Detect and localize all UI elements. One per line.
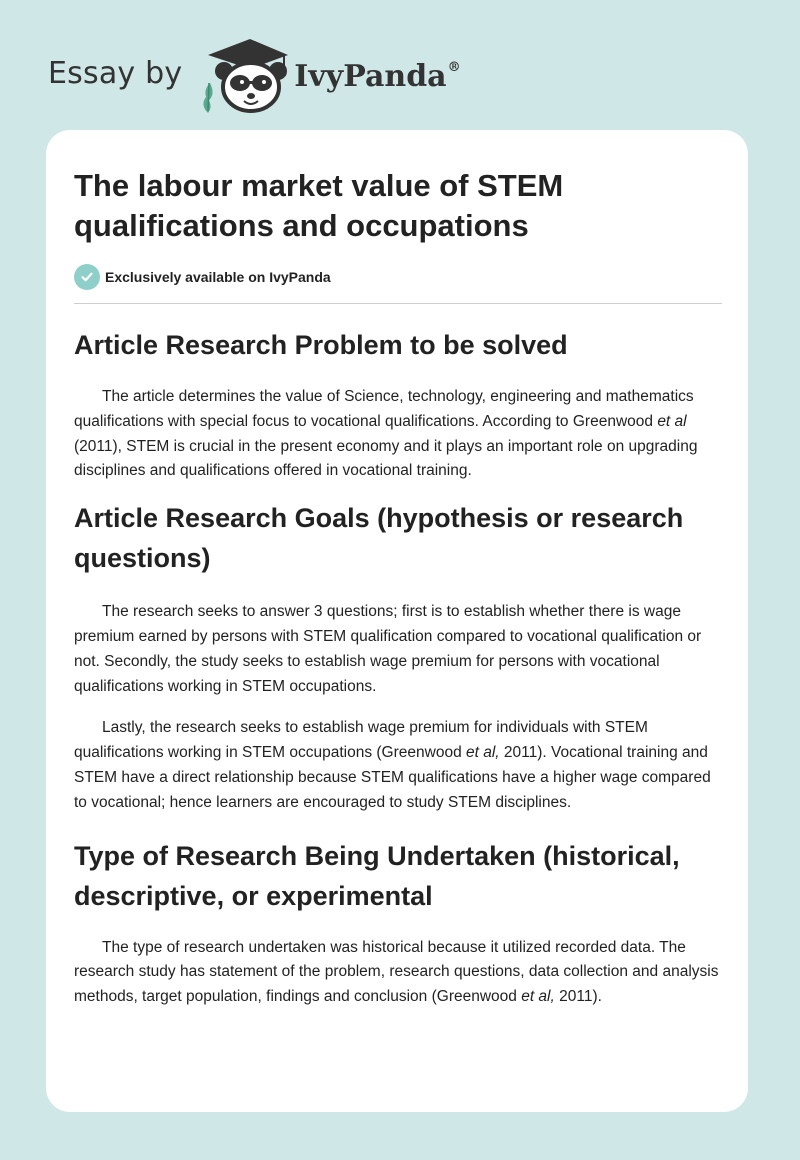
page-title: The labour market value of STEM qualifications and occupations	[74, 168, 564, 243]
paragraph: The research seeks to answer 3 questions; first is to establish whether there is wage premium earned by persons with STEM qualification compared to vocational qualification or not. Secondly, the study seeks to establish wage premium for persons with vocational qualifications working in STEM occupations.	[74, 603, 702, 695]
paragraph: The article determines the value of Science, technology, engineering and mathematics qualifications with special focus to vocational qualifications. According to Greenwood et al (2011), STEM is crucial in the present economy and it plays an important role on upgrading disciplines and qualifications offered in vocational training.	[74, 388, 698, 480]
section-heading: Article Research Goals (hypothesis or research questions)	[74, 503, 684, 574]
brand-name: IvyPanda®	[294, 58, 461, 94]
section-research-type	[74, 836, 722, 1010]
divider	[74, 303, 722, 304]
panda-logo-icon	[198, 33, 290, 113]
paragraph: The type of research undertaken was historical because it utilized recorded data. The research study has statement of the problem, research questions, data collection and analysis methods, target population, findings and conclusion (Greenwood et al, 2011).	[74, 938, 719, 1006]
registered-mark: ®	[447, 59, 461, 75]
essay-by-label: Essay by	[48, 55, 183, 91]
site-header	[48, 28, 461, 118]
section-heading: Type of Research Being Undertaken (historical, descriptive, or experimental	[74, 840, 680, 911]
section-heading: Article Research Problem to be solved	[74, 330, 568, 360]
article-card	[46, 130, 748, 1112]
section-research-problem	[74, 325, 722, 484]
exclusive-label: Exclusively available on IvyPanda	[105, 269, 331, 285]
section-research-goals	[74, 498, 722, 815]
exclusive-badge	[74, 264, 722, 290]
paragraph: Lastly, the research seeks to establish wage premium for individuals with STEM qualifications working in STEM occupations (Greenwood et al, 2011). Vocational training and STEM have a direct relationship because STEM qualifications have a higher wage compared to vocational; hence learners are encouraged to study STEM disciplines.	[74, 719, 711, 811]
check-icon	[74, 264, 100, 290]
